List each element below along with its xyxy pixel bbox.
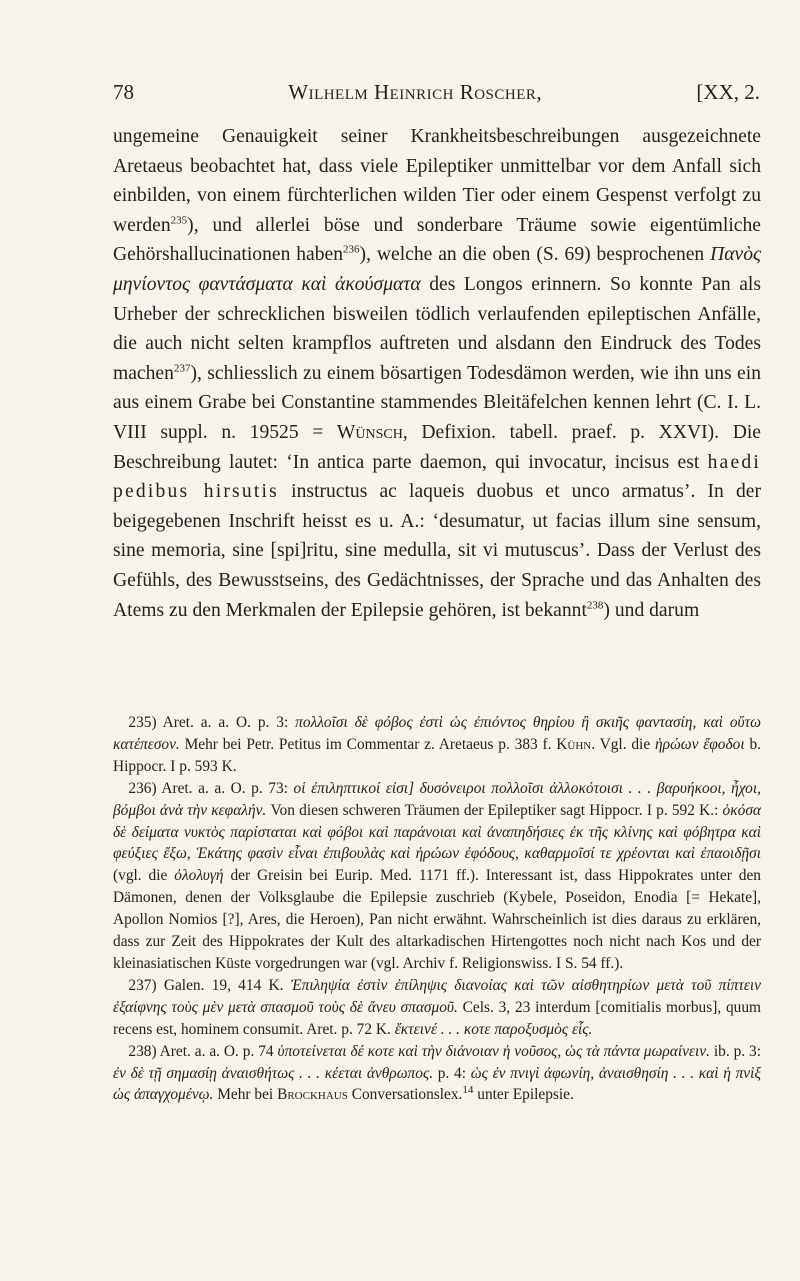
greek-quote: Ἐπιληψία ἐστὶν ἐπίληψις διανοίας καὶ τῶν αἰσθητηρίων μετὰ τοῦ πίπτειν ἐξαίφνης τοὺς μὲν μετὰ σπασμοῦ τοὺς δὲ ἄνευ σπασμοῦ. (113, 976, 762, 1016)
text-run: unter Epilepsie. (473, 1086, 574, 1104)
greek-quote: ὡς ἐν πνιγὶ ἀφωνίη, ἀναισθησίη . . . καὶ ἡ πνὶξ ὡς ἀπαγχομένῳ. (113, 1064, 761, 1104)
footnote-235 (113, 712, 761, 778)
greek-quote: ἔκτεινέ . . . κοτε παροξυσμὸς εἷς. (394, 1020, 593, 1038)
greek-quote: πολλοῖσι δὲ φόβος ἐστὶ ὡς ἐπιόντος θηρίου ἢ σκιῆς φαντασίη, καὶ οὕτω κατέπεσον. (113, 714, 761, 753)
text-run: Galen. 19, 414 K. (156, 976, 291, 994)
footnote-238 (113, 1041, 761, 1107)
greek-quote: ὁκόσα δὲ δείματα νυκτὸς παρίσταται καὶ φόβοι καὶ παράνοιαι καὶ ἀναπηδήσιες ἐκ τῆς κλίνης καὶ φόβητρα καὶ φεύξιες ἔξω, Ἑκάτης φασὶν εἶναι ἐπιβουλὰς καὶ ἡρώων ἐφόδους, καθαρμοῖσί τε χρέονται καὶ ἐπαοιδῇσι (113, 801, 761, 863)
text-run: Mehr bei Petr. Petitus im Commentar z. Aretaeus p. 383 f. (179, 735, 557, 753)
text-run: Mehr bei (213, 1086, 278, 1104)
greek-quote: ἡρώων ἔφοδοι (654, 735, 745, 753)
text-run: b. Hippocr. I p. 593 K. (113, 735, 761, 775)
text-run: p. 4: (433, 1064, 471, 1082)
text-run: ), und allerlei böse und sonderbare Träume sowie eigentümliche Gehörshallucinationen haben (113, 214, 761, 266)
running-header (113, 80, 760, 105)
text-run: der Greisin bei Eurip. Med. 1171 ff.). Interessant ist, dass Hippokrates unter den Dämonen, denen der Volksglaube die Epilepsie zuschrieb (Kybele, Poseidon, Enodia [= Hekate], Apollon Nomios [?], Ares, die Heroen), Pan nicht erwähnt. Wahrscheinlich ist dies daraus zu erklären, dass zur Zeit des Hippokrates der Kult des altarkadischen Hirtengottes noch nicht nach Kos und der kleinasiatischen Küste vorgedrungen war (vgl. Archiv f. Religionswiss. I S. 54 ff.). (113, 867, 762, 972)
text-run: des Longos erinnern. So konnte Pan als Urheber der schrecklichen bisweilen tödlich verlaufenden epileptischen Anfälle, die auch nicht selten krampflos auftreten und alsdann den Eindruck des Todes machen (113, 273, 761, 384)
greek-quote: Πανὸς μηνίοντος φαντάσματα καὶ ἀκούσματα (113, 244, 761, 295)
main-text (113, 122, 761, 625)
greek-quote: ὑποτείνεται δέ κοτε καὶ τὴν διάνοιαν ἡ νοῦσος, ὡς τὰ πάντα μωραίνειν. (277, 1042, 710, 1060)
main-paragraph (113, 122, 761, 625)
author-name: Wünsch (336, 421, 403, 443)
text-run: Cels. 3, 23 interdum [comitialis morbus], quum recens est, hominem consumit. Aret. p. 72 K. (113, 998, 762, 1038)
page-number: 78 (113, 80, 134, 104)
footnote-number: 235) (128, 714, 157, 731)
greek-quote: ἐν δὲ τῇ σημασίῃ ἀναισθήτως . . . κέεται ἀνθρωπος. (113, 1064, 434, 1082)
footnote-ref-236: 236 (343, 243, 360, 256)
text-run: Aret. a. a. O. p. 73: (156, 779, 294, 797)
text-run: (vgl. die (113, 867, 175, 885)
text-run: ) und darum (603, 599, 700, 621)
section-marker: [XX, 2. (696, 80, 760, 104)
text-run: Von diesen schweren Träumen der Epileptiker sagt Hippocr. I p. 592 K.: (266, 801, 723, 819)
emphasized-phrase: haedi pedibus hirsutis (113, 451, 761, 503)
text-run: ungemeine Genauigkeit seiner Krankheitsbeschreibungen ausgezeichnete Aretaeus beobachtet hat, dass viele Epileptiker unmittelbar vor dem Anfall sich einbilden, von einem fürchterlichen wilden Tier oder einem Gespenst verfolgt zu werden (113, 126, 761, 236)
text-run: ), welche an die oben (S. 69) besprochenen (359, 244, 711, 266)
text-run: . Vgl. die (591, 735, 655, 753)
text-run: ib. p. 3: (709, 1042, 761, 1060)
footnote-number: 237) (128, 976, 157, 994)
text-run: instructus ac laqueis duobus et unco armatus’. In der beigegebenen Inschrift heisst es u. A.: ‘desumatur, ut facias illum sine sensum, sine memoria, sine [spi]ritu, sine medulla, sit vi mutuscus’. Dass der Verlust des Gefühls, des Bewusstseins, des Gedächtnisses, der Sprache und das Anhalten des Atems zu den Merkmalen der Epilepsie gehören, ist bekannt (113, 481, 761, 621)
footnote-ref-238: 238 (586, 598, 604, 611)
greek-quote: ὀλολυγή (174, 867, 224, 885)
text-run: Aret. a. a. O. p. 74 (156, 1042, 278, 1060)
footnote-ref-237: 237 (173, 362, 191, 375)
edition-superscript: 14 (462, 1084, 474, 1097)
greek-quote: οἱ ἐπιληπτικοί εἰσι] δυσόνειροι πολλοῖσι ἀλλοκότοισι . . . βαρυήκοοι, ἦχοι, βόμβοι ἀνὰ τὴν κεφαλήν. (113, 779, 761, 819)
text-run: Conversationslex. (347, 1086, 463, 1104)
text-run: ), schliesslich zu einem bösartigen Todesdämon werden, wie ihn uns ein aus einem Grabe bei Constantine stammendes Bleitäfelchen kennen lehrt (C. I. L. VIII suppl. n. 19525 = (113, 362, 761, 443)
footnote-number: 238) (128, 1042, 157, 1060)
footnote-237 (113, 975, 761, 1041)
footnotes (113, 712, 761, 1106)
footnote-ref-235: 235 (170, 214, 188, 227)
text-run: Aret. a. a. O. p. 3: (156, 714, 296, 731)
footnote-236 (113, 778, 761, 975)
running-title: Wilhelm Heinrich Roscher, (288, 80, 543, 104)
author-name: Brockhaus (277, 1086, 348, 1104)
text-run: , Defixion. tabell. praef. p. XXVI). Die Beschreibung lautet: ‘In antica parte daemon, qui invocatur, incisus est (113, 421, 761, 473)
author-name: Kühn (556, 735, 592, 753)
footnote-number: 236) (128, 779, 157, 797)
